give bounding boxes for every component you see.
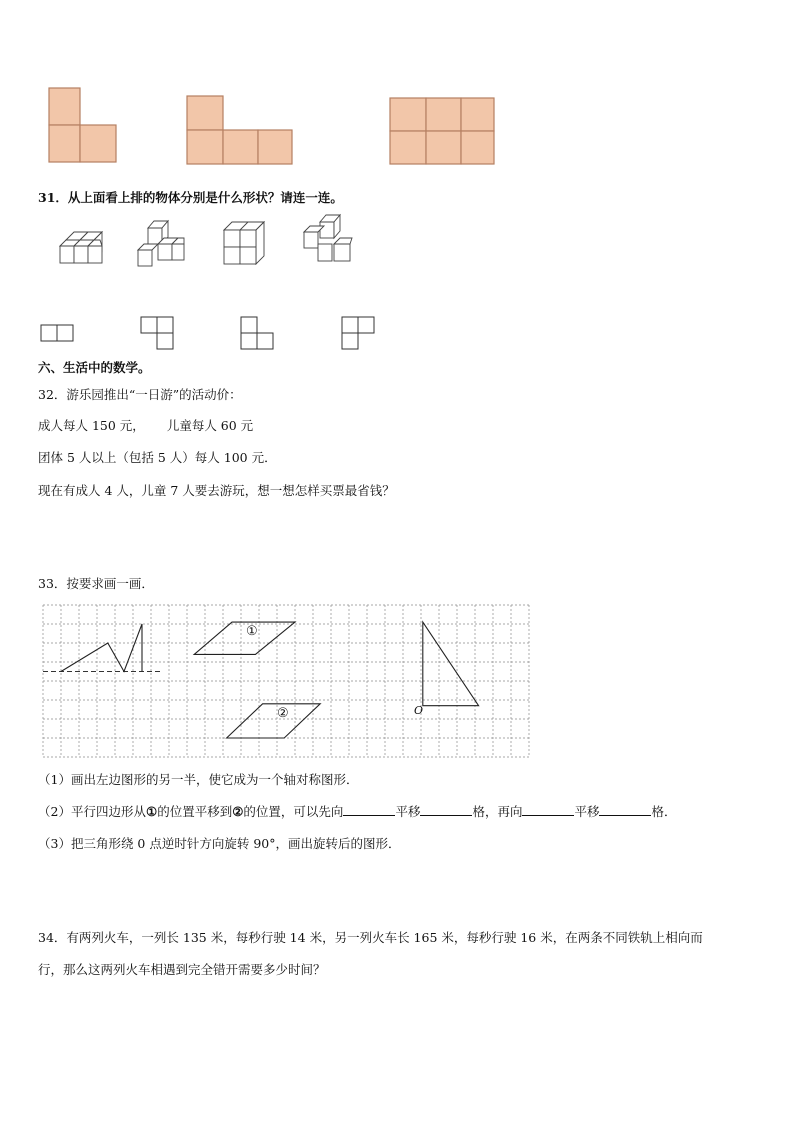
triangle <box>423 622 479 706</box>
parallelogram-1 <box>194 622 295 654</box>
answer-blank-4[interactable] <box>599 803 651 816</box>
drawing-grid <box>43 605 529 757</box>
answer-blank-2[interactable] <box>420 803 472 816</box>
q33-sub2-b: 的位置平移到 <box>157 804 233 819</box>
half-figure <box>61 624 142 672</box>
parallelogram-2 <box>227 704 321 738</box>
q33-sub2-d: 平移 <box>395 804 421 819</box>
q32-question: 现在有成人 4 人，儿童 7 人要去游玩，想一想怎样买票最省钱？ <box>38 483 395 498</box>
circle-2: ② <box>232 804 244 819</box>
q32-child: 儿童每人 60 元 <box>166 418 254 433</box>
view-d <box>342 317 358 333</box>
section-6-title: 六、生活中的数学。 <box>38 360 151 375</box>
q32-prices <box>38 416 253 434</box>
q31-text: 31．从上面看上排的物体分别是什么形状？请连一连。 <box>38 190 343 205</box>
q34-line1: 34．有两列火车，一列长 135 米，每秒行驶 14 米，另一列火车长 165 米，每秒行驶 16 米，在两条不同铁轨上相向而 <box>38 930 703 945</box>
q33-title: 33．按要求画一画． <box>38 576 154 591</box>
q32-intro: 32．游乐园推出“一日游”的活动价： <box>38 387 242 402</box>
view-a <box>41 325 57 341</box>
q33-sub2-g: 格． <box>651 804 677 819</box>
top-view-shapes <box>0 0 794 360</box>
origin-label: O <box>414 704 424 717</box>
q33-sub2-f: 平移 <box>574 804 600 819</box>
q33-sub1: （1）画出左边图形的另一半，使它成为一个轴对称图形． <box>38 772 359 787</box>
parallelogram-2-label: ② <box>277 706 289 721</box>
answer-blank-1[interactable] <box>343 803 395 816</box>
q33-sub3: （3）把三角形绕 0 点逆时针方向旋转 90°，画出旋转后的图形． <box>38 836 401 851</box>
q33-sub2 <box>38 802 677 820</box>
q34-line2: 行，那么这两列火车相遇到完全错开需要多少时间？ <box>38 962 326 977</box>
answer-blank-3[interactable] <box>522 803 574 816</box>
circle-1: ① <box>145 804 158 819</box>
parallelogram-1-label: ① <box>246 624 258 639</box>
q32-group: 团体 5 人以上（包括 5 人）每人 100 元． <box>38 450 277 465</box>
q33-sub2-c: 的位置，可以先向 <box>243 804 344 819</box>
view-c <box>241 317 257 333</box>
q33-sub2-e: 格，再向 <box>472 804 523 819</box>
view-b <box>141 317 157 333</box>
q33-sub2-a: （2）平行四边形从 <box>38 804 146 819</box>
q32-adult: 成人每人 150 元， <box>38 418 145 433</box>
